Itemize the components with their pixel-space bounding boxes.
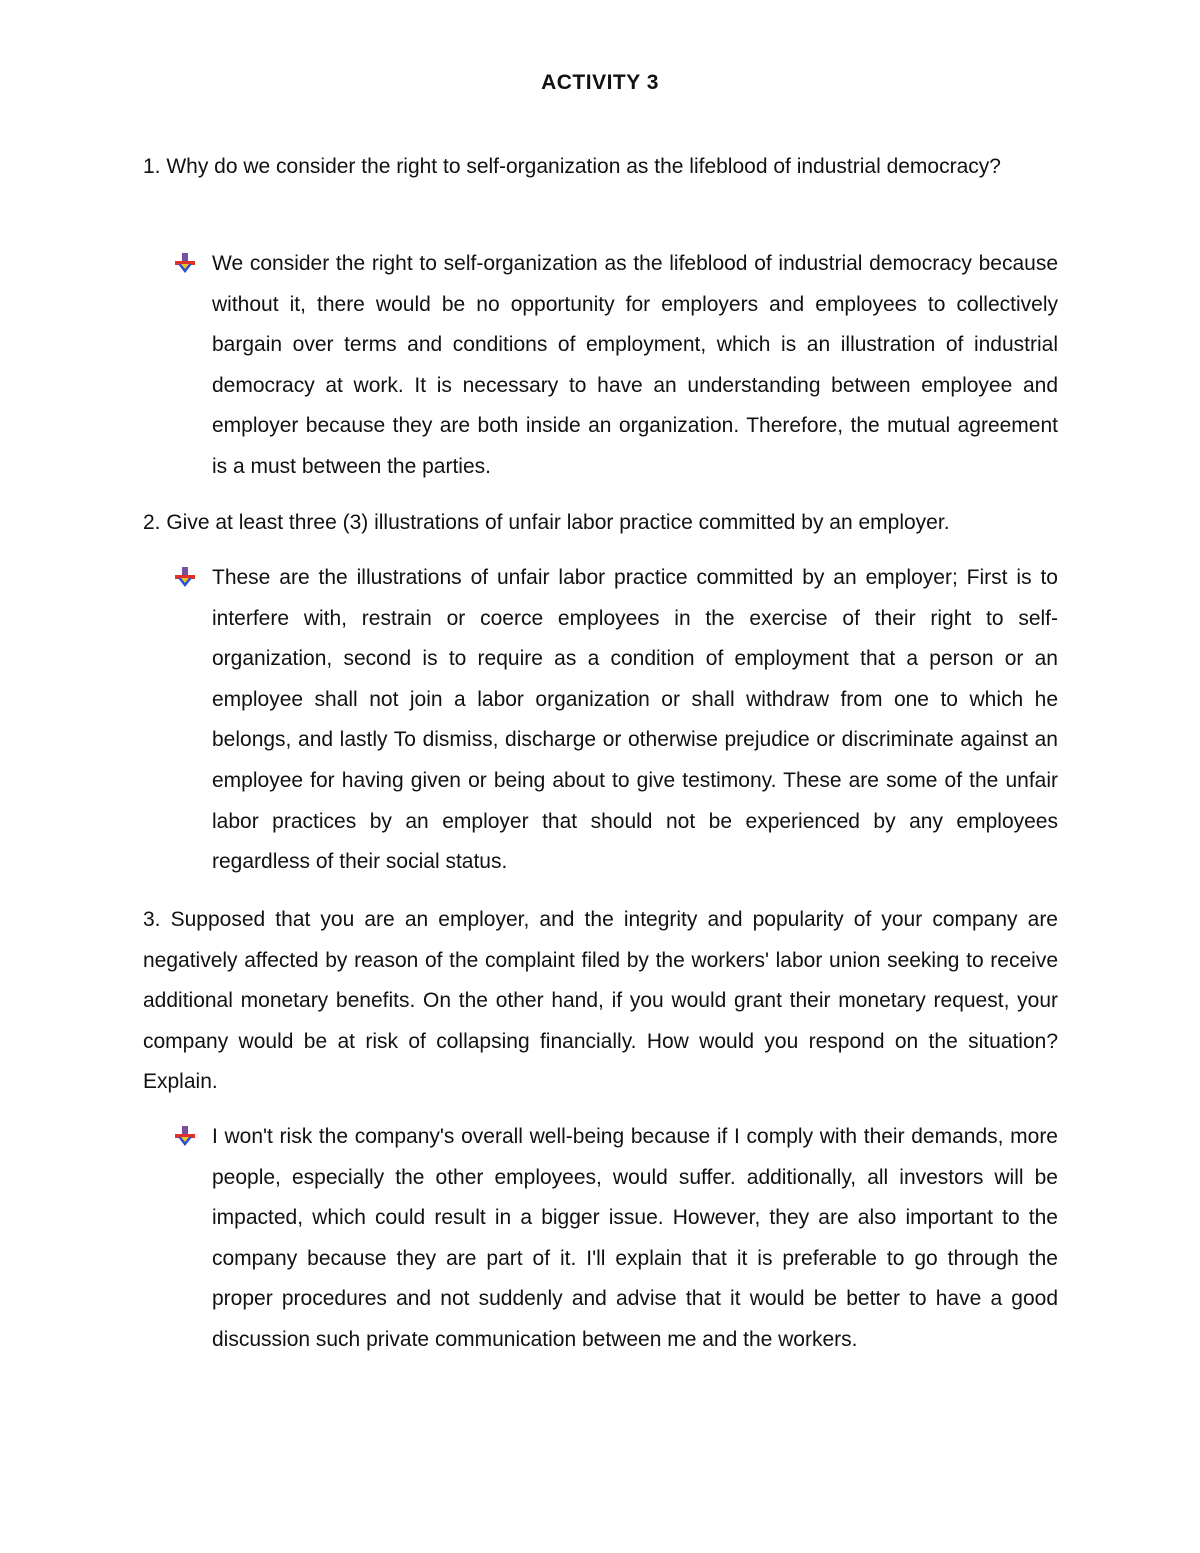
question-3: 3. Supposed that you are an employer, and the integrity and popularity of your company are negatively affected by reason of the complaint filed by the workers' labor union seeking to receive additional monetary benefits. On the other hand, if you would grant their monetary request, your company would be at risk of collapsing financially. How would you respond on the situation? Explain. — [143, 908, 1058, 1094]
answer-3: I won't risk the company's overall well-being because if I comply with their demands, more people, especially the other employees, would suffer. additionally, all investors will be impacted, which could result in a bigger issue. However, they are also important to the company because they are part of it. I'll explain that it is preferable to go through the proper procedures and not suddenly and advise that it would be better to have a good discussion such private communication between me and the workers. — [212, 1125, 1058, 1351]
down-arrow-bullet-icon — [174, 566, 196, 588]
question-1: 1. Why do we consider the right to self-organization as the lifeblood of industrial democracy? — [143, 155, 1001, 178]
answer-2: These are the illustrations of unfair labor practice committed by an employer; First is to interfere with, restrain or coerce employees in the exercise of their right to self-organization, second is to require as a condition of employment that a person or an employee shall not join a labor organization or shall withdraw from one to which he belongs, and lastly To dismiss, discharge or otherwise prejudice or discriminate against an employee for having given or being about to give testimony. These are some of the unfair labor practices by an employer that should not be experienced by any employees regardless of their social status. — [212, 566, 1058, 874]
down-arrow-bullet-icon — [174, 252, 196, 274]
page-title: ACTIVITY 3 — [541, 71, 659, 94]
answer-1: We consider the right to self-organization as the lifeblood of industrial democracy because without it, there would be no opportunity for employers and employees to collectively bargain over terms and conditions of employment, which is an illustration of industrial democracy at work. It is necessary to have an understanding between employee and employer because they are both inside an organization. Therefore, the mutual agreement is a must between the parties. — [212, 252, 1058, 478]
down-arrow-bullet-icon — [174, 1125, 196, 1147]
question-2: 2. Give at least three (3) illustrations of unfair labor practice committed by an employer. — [143, 511, 950, 534]
